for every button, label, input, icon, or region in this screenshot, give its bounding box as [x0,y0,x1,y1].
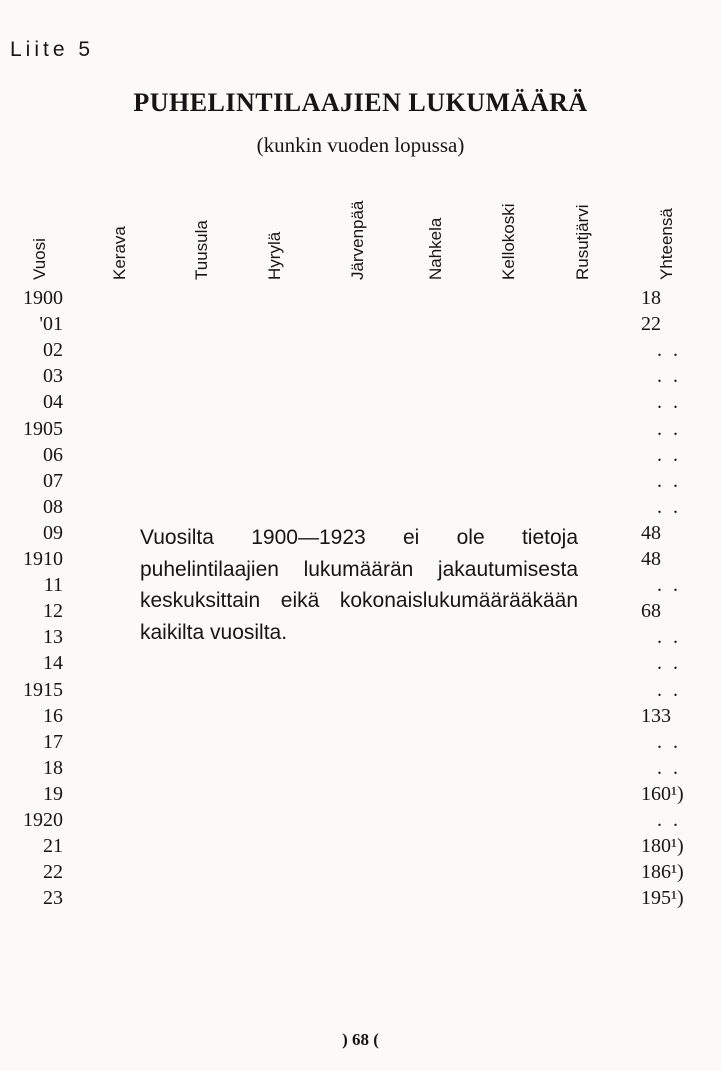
total-cell: 133 [641,704,671,727]
year-cell: 04 [43,391,63,414]
year-cell: 1900 [23,287,63,309]
total-cell: . . [657,626,681,649]
total-cell: 48 [641,521,661,544]
total-cell: . . [657,469,681,492]
total-cell: . . [657,652,681,675]
total-cell: 22 [641,313,661,336]
total-cell: . . [657,756,681,779]
column-header-1: Kerava [110,226,129,280]
year-cell: 1905 [23,417,63,440]
total-cell: 180¹) [641,835,684,858]
total-cell: . . [657,339,681,362]
year-cell: 08 [43,495,63,518]
year-cell: 09 [43,521,63,544]
column-header-0: Vuosi [30,238,49,280]
total-cell: . . [657,391,681,414]
column-header-5: Nahkela [426,217,445,280]
total-cell: 160¹) [641,782,684,805]
column-header-3: Hyrylä [265,231,284,280]
year-cell: 1920 [23,809,63,831]
year-cell: 1910 [23,548,63,570]
column-header-8: Yhteensä [657,208,676,280]
total-cell: 48 [641,548,661,570]
appendix-label: Liite 5 [10,38,95,61]
year-cell: 03 [43,365,63,388]
year-cell: 13 [43,626,63,649]
total-cell: . . [657,678,681,701]
total-cell: 18 [641,287,661,309]
year-cell: 23 [43,887,63,910]
year-cell: 18 [43,756,63,779]
page-title: PUHELINTILAAJIEN LUKUMÄÄRÄ [133,88,588,117]
column-header-7: Rusutjärvi [573,204,592,280]
year-cell: 06 [43,443,63,466]
missing-data-note: Vuosilta 1900—1923 ei ole tietoja puhelintilaajien lukumäärän jakautumisesta keskuksittain eikä kokonaislukumäärääkään kaikilta vuosilta. [140,526,578,644]
total-cell: . . [657,730,681,753]
year-cell: 02 [43,339,63,362]
page-subtitle: (kunkin vuoden lopussa) [256,133,465,157]
total-cell: 186¹) [641,861,684,884]
total-cell: . . [657,495,681,518]
year-cell: 12 [43,600,63,623]
year-cell: 1915 [23,678,63,701]
total-cell: . . [657,365,681,388]
column-header-4: Järvenpää [348,200,367,280]
total-cell: 68 [641,600,661,623]
total-cell: 195¹) [641,887,684,910]
year-cell: 21 [43,835,63,858]
total-cell: . . [657,417,681,440]
year-cell: 07 [43,469,63,492]
year-cell: 19 [43,782,63,805]
column-header-2: Tuusula [192,220,211,280]
year-cell: '01 [39,313,63,336]
total-cell: . . [657,443,681,466]
page-number: ) 68 ( [342,1030,379,1049]
column-header-6: Kellokoski [499,203,518,280]
total-cell: . . [657,574,681,597]
year-cell: 14 [43,652,63,675]
year-cell: 17 [43,730,63,753]
year-cell: 16 [43,704,63,727]
total-cell: . . [657,809,681,831]
year-cell: 22 [43,861,63,884]
year-cell: 11 [43,574,63,597]
